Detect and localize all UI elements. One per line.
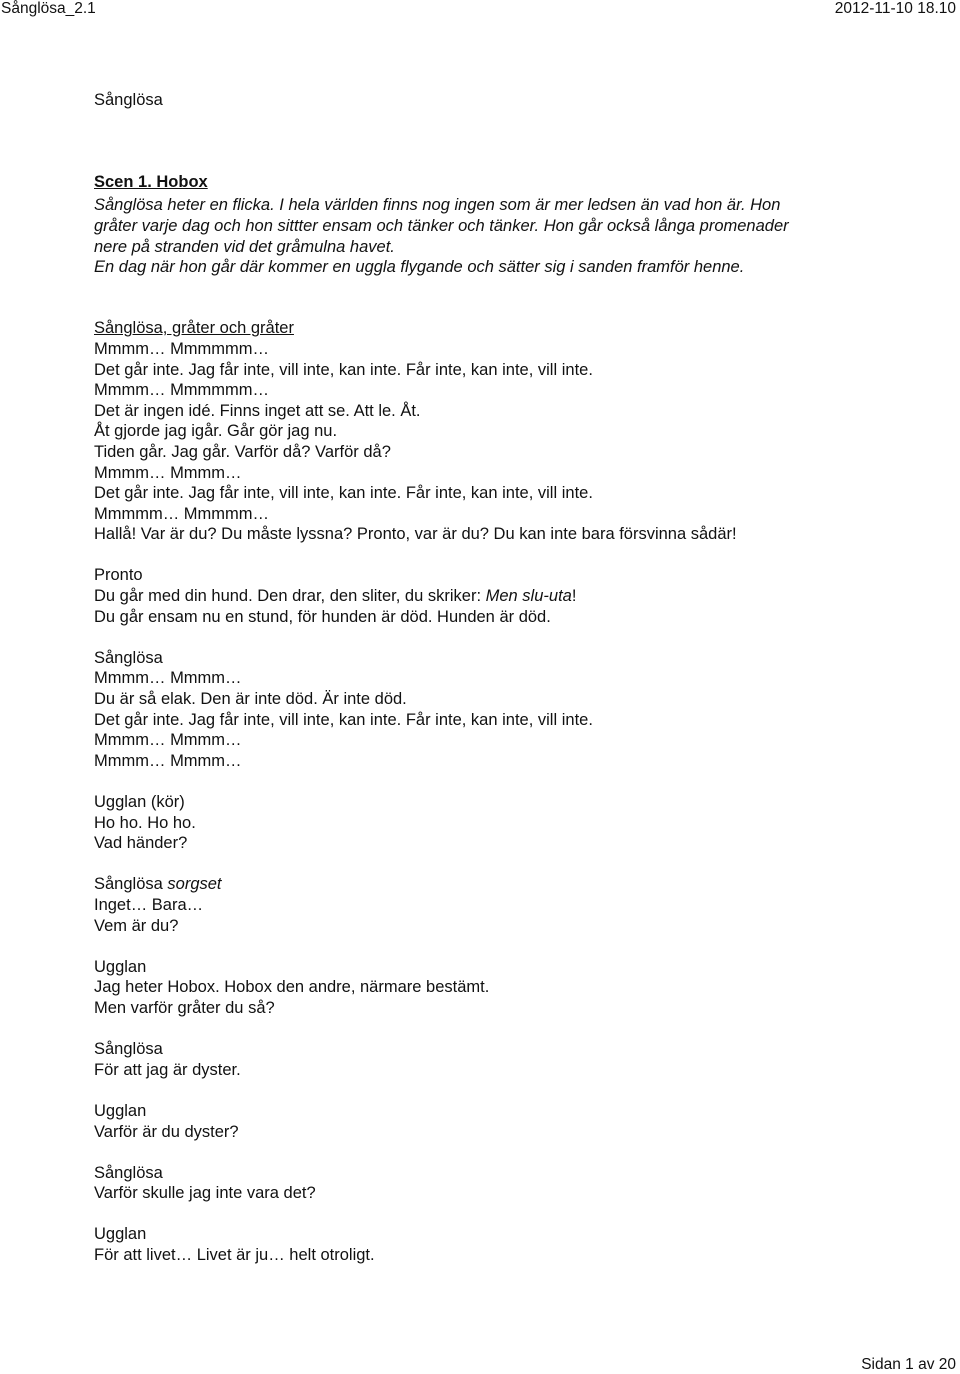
song-line: Tiden går. Jag går. Varför då? Varför då? bbox=[94, 442, 391, 461]
dialogue-line: Vem är du? bbox=[94, 916, 179, 935]
speaker-name: Ugglan (kör) bbox=[94, 793, 185, 811]
page-number: Sidan 1 av 20 bbox=[861, 1356, 956, 1373]
document-title: Sånglösa bbox=[94, 91, 163, 109]
dialogue-line: Ho ho. Ho ho. bbox=[94, 813, 196, 832]
song-line: Åt gjorde jag igår. Går gör jag nu. bbox=[94, 422, 338, 441]
dialogue-line: Du är så elak. Den är inte död. Är inte död. bbox=[94, 690, 407, 709]
dialogue-sanglosa-4 bbox=[94, 1163, 894, 1204]
intro-line: Sånglösa heter en flicka. I hela världen finns nog ingen som är mer ledsen än vad hon är. Hon bbox=[94, 196, 781, 215]
intro-line: nere på stranden vid det gråmulna havet. bbox=[94, 237, 395, 256]
intro-line: En dag när hon går där kommer en uggla flygande och sätter sig i sanden framför henne. bbox=[94, 258, 745, 277]
dialogue-ugglan-3 bbox=[94, 1101, 894, 1142]
dialogue-line: Mmmm… Mmmm… bbox=[94, 751, 242, 770]
dialogue-line: Mmmm… Mmmm… bbox=[94, 731, 242, 750]
speaker-name: Ugglan bbox=[94, 1225, 147, 1244]
stage-direction: sorgset bbox=[167, 875, 222, 894]
dialogue-line: Varför skulle jag inte vara det? bbox=[94, 1184, 316, 1203]
dialogue-ugglan-4 bbox=[94, 1224, 894, 1265]
song-line: Mmmm… Mmmmmm… bbox=[94, 339, 270, 358]
dialogue-sanglosa-1 bbox=[94, 648, 894, 772]
song-heading: Sånglösa, gråter och gråter bbox=[94, 319, 294, 338]
song-line: Mmmm… Mmmmmm… bbox=[94, 381, 270, 400]
song-line: Det är ingen idé. Finns inget att se. Att le. Åt. bbox=[94, 401, 421, 420]
dialogue-line: Men varför gråter du så? bbox=[94, 998, 275, 1017]
scene-heading: Scen 1. Hobox bbox=[94, 172, 208, 191]
dialogue-line: Jag heter Hobox. Hobox den andre, närmare bestämt. bbox=[94, 978, 490, 997]
song-line: Hallå! Var är du? Du måste lyssna? Pronto, var är du? Du kan inte bara försvinna sådär! bbox=[94, 525, 737, 544]
song-line: Mmmmm… Mmmmm… bbox=[94, 504, 270, 523]
speaker-name: Ugglan bbox=[94, 1101, 147, 1120]
dialogue-sanglosa-3 bbox=[94, 1039, 894, 1080]
speaker-name: Sånglösa bbox=[94, 648, 163, 667]
speaker-name: Pronto bbox=[94, 566, 143, 585]
song-line: Det går inte. Jag får inte, vill inte, kan inte. Får inte, kan inte, vill inte. bbox=[94, 360, 593, 379]
dialogue-sanglosa-2 bbox=[94, 874, 894, 936]
song-line: Mmmm… Mmmm… bbox=[94, 463, 242, 482]
quoted-shout: Men slu-uta bbox=[485, 587, 572, 606]
speaker-name: Sånglösa sorgset bbox=[94, 875, 222, 894]
dialogue-ugglan-2 bbox=[94, 957, 894, 1019]
scene-intro bbox=[94, 195, 894, 277]
page-header bbox=[0, 0, 960, 22]
dialogue-line: Varför är du dyster? bbox=[94, 1122, 239, 1141]
document-body bbox=[94, 90, 894, 1266]
dialogue-line: Du går med din hund. Den drar, den sliter, du skriker: Men slu-uta! bbox=[94, 587, 577, 606]
dialogue-line: För att jag är dyster. bbox=[94, 1060, 241, 1079]
dialogue-line: Det går inte. Jag får inte, vill inte, kan inte. Får inte, kan inte, vill inte. bbox=[94, 710, 593, 729]
speaker-name: Sånglösa bbox=[94, 1040, 163, 1059]
file-name: Sånglösa_2.1 bbox=[1, 0, 96, 17]
dialogue-line: Inget… Bara… bbox=[94, 895, 204, 914]
dialogue-line: Mmmm… Mmmm… bbox=[94, 669, 242, 688]
speaker-name: Sånglösa bbox=[94, 1163, 163, 1182]
dialogue-line: Du går ensam nu en stund, för hunden är död. Hunden är död. bbox=[94, 607, 551, 626]
dialogue-ugglan-1 bbox=[94, 792, 894, 854]
intro-line: gråter varje dag och hon sittter ensam och tänker och tänker. Hon går också långa promenader bbox=[94, 216, 789, 235]
dialogue-pronto bbox=[94, 565, 894, 627]
song-lines bbox=[94, 339, 894, 545]
dialogue-line: För att livet… Livet är ju… helt otroligt. bbox=[94, 1246, 375, 1265]
timestamp: 2012-11-10 18.10 bbox=[834, 0, 956, 17]
speaker-name: Ugglan bbox=[94, 957, 147, 976]
song-line: Det går inte. Jag får inte, vill inte, kan inte. Får inte, kan inte, vill inte. bbox=[94, 484, 593, 503]
dialogue-line: Vad händer? bbox=[94, 834, 188, 853]
